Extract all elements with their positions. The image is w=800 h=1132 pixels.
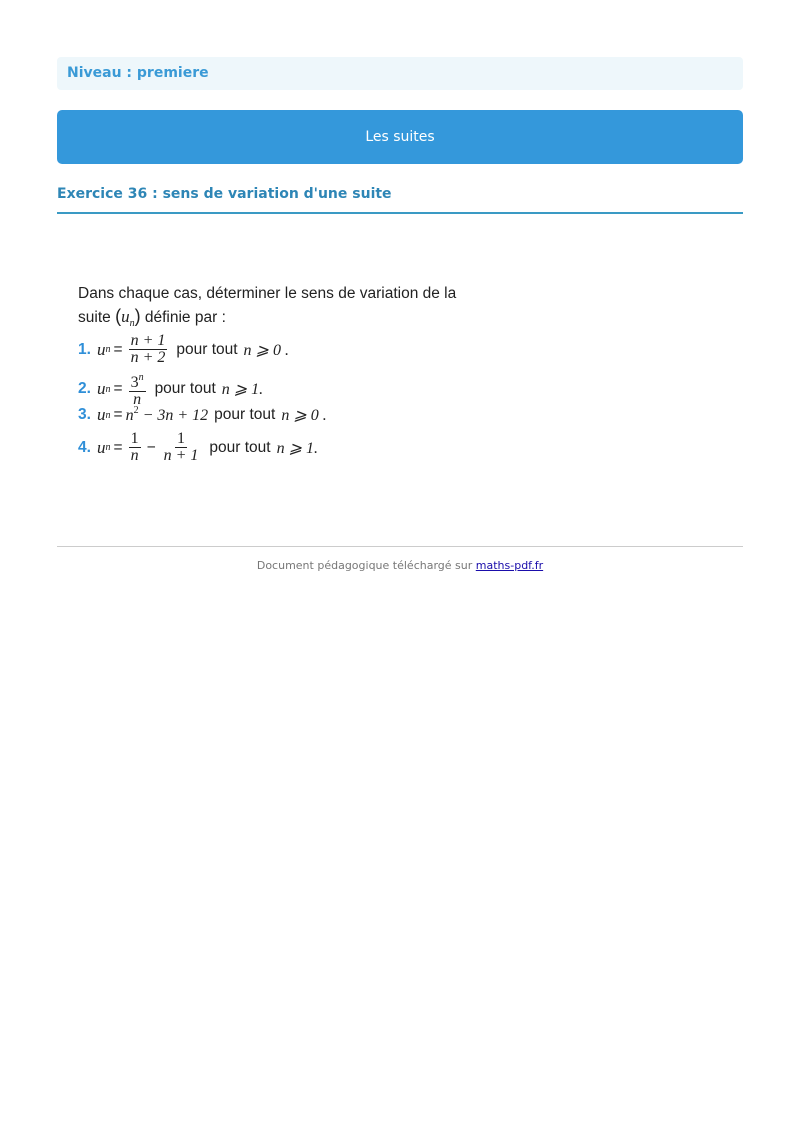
- title-divider: [57, 212, 743, 214]
- footer-link[interactable]: maths-pdf.fr: [475, 559, 544, 572]
- item-number: 1.: [78, 340, 91, 358]
- u-symbol: u: [97, 379, 106, 398]
- item-number: 3.: [78, 406, 91, 423]
- exercise-item-3: 3. u n = $n^2 - 3n + 12$ pour tout n ⩾ 0 .: [78, 405, 327, 424]
- sequence-notation: $(u_n)$: [115, 306, 141, 329]
- polynomial-expression: $n^2 - 3n + 12$: [125, 405, 209, 424]
- condition-text: pour tout: [154, 380, 216, 397]
- condition-text: pour tout: [214, 406, 276, 423]
- intro-suite-word: suite: [78, 309, 111, 326]
- item-number: 4.: [78, 438, 91, 456]
- fraction-2: $\frac{1}{n + 1}$: [163, 430, 199, 464]
- item-number: 2.: [78, 380, 91, 397]
- condition-text: pour tout: [176, 340, 238, 358]
- u-symbol: u: [97, 405, 106, 424]
- condition-text: pour tout: [209, 438, 271, 456]
- footer: [57, 559, 743, 572]
- intro-line-1: Dans chaque cas, déterminer le sens de variation de la: [78, 285, 457, 302]
- footer-divider: [57, 546, 743, 547]
- level-label: Niveau : premiere: [57, 57, 743, 90]
- fraction-1: $\frac{1}{n}$: [130, 430, 139, 464]
- condition-expression: n ⩾ 0 .: [281, 407, 327, 424]
- exercise-item-1: 1. u n = $\frac{n + 1}{n + 2}$ pour tout n ⩾ 0 .: [78, 332, 289, 366]
- intro-line-2: [78, 305, 538, 335]
- condition-expression: n ⩾ 1.: [276, 439, 319, 457]
- intro-defined-by: définie par :: [144, 309, 226, 326]
- fraction: $\frac{3^n}{n}$: [130, 372, 144, 408]
- u-symbol: u: [97, 339, 106, 359]
- exercise-item-4: 4. u n = $\frac{1}{n}$ − $\frac{1}{n + 1}$ pour tout n ⩾ 1.: [78, 430, 319, 464]
- u-symbol: u: [97, 437, 106, 457]
- footer-text: Document pédagogique téléchargé sur: [256, 559, 473, 572]
- exercise-statement: [78, 283, 538, 464]
- condition-expression: n ⩾ 0 .: [243, 341, 289, 359]
- topic-banner: Les suites: [57, 110, 743, 164]
- exercise-title: Exercice 36 : sens de variation d'une suite: [57, 186, 392, 202]
- condition-expression: n ⩾ 1.: [221, 381, 264, 398]
- fraction: $\frac{n + 1}{n + 2}$: [130, 332, 166, 366]
- exercise-item-2: 2. u n = $\frac{3^n}{n}$ pour tout n ⩾ 1.: [78, 372, 264, 408]
